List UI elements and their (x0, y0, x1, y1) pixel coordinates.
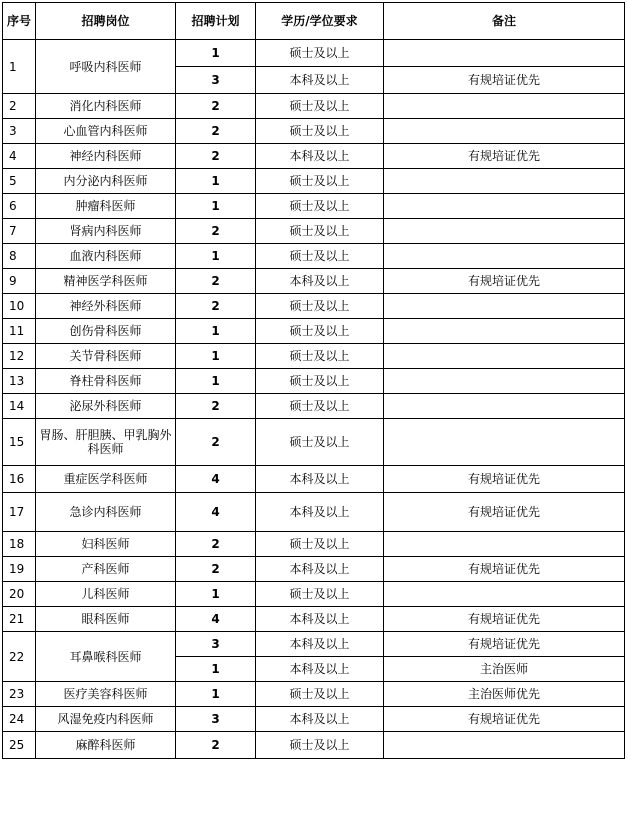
row-edu: 硕士及以上 (256, 294, 384, 319)
row-plan: 1 (176, 682, 256, 707)
row-edu: 本科及以上 (256, 557, 384, 582)
row-note (384, 119, 625, 144)
row-note: 有规培证优先 (384, 557, 625, 582)
row-edu: 硕士及以上 (256, 194, 384, 219)
row-post: 麻醉科医师 (36, 732, 176, 759)
row-plan: 2 (176, 94, 256, 119)
row-no: 15 (3, 419, 36, 466)
row-edu: 硕士及以上 (256, 219, 384, 244)
table-row (3, 419, 625, 466)
row-note (384, 582, 625, 607)
row-no: 14 (3, 394, 36, 419)
table-row (3, 632, 625, 657)
row-post: 风湿免疫内科医师 (36, 707, 176, 732)
row-post: 肿瘤科医师 (36, 194, 176, 219)
row-no: 25 (3, 732, 36, 759)
row-no: 4 (3, 144, 36, 169)
row-no: 12 (3, 344, 36, 369)
row-post: 精神医学科医师 (36, 269, 176, 294)
header-note: 备注 (384, 3, 625, 40)
table-row (3, 707, 625, 732)
row-post: 耳鼻喉科医师 (36, 632, 176, 682)
row-post: 关节骨科医师 (36, 344, 176, 369)
table-row (3, 94, 625, 119)
row-edu: 硕士及以上 (256, 40, 384, 67)
row-plan: 2 (176, 557, 256, 582)
row-note (384, 319, 625, 344)
table-row (3, 244, 625, 269)
row-no: 8 (3, 244, 36, 269)
header-row (3, 3, 625, 40)
row-edu: 本科及以上 (256, 632, 384, 657)
row-plan: 4 (176, 607, 256, 632)
row-edu: 本科及以上 (256, 466, 384, 493)
row-edu: 硕士及以上 (256, 344, 384, 369)
row-no: 3 (3, 119, 36, 144)
row-note: 有规培证优先 (384, 707, 625, 732)
header-edu: 学历/学位要求 (256, 3, 384, 40)
row-post: 神经内科医师 (36, 144, 176, 169)
row-edu: 硕士及以上 (256, 94, 384, 119)
row-note (384, 294, 625, 319)
row-note: 有规培证优先 (384, 144, 625, 169)
row-post: 脊柱骨科医师 (36, 369, 176, 394)
row-edu: 硕士及以上 (256, 532, 384, 557)
row-no: 19 (3, 557, 36, 582)
row-note (384, 194, 625, 219)
row-note (384, 369, 625, 394)
table-row (3, 607, 625, 632)
row-plan: 2 (176, 219, 256, 244)
row-edu: 硕士及以上 (256, 682, 384, 707)
row-plan: 1 (176, 194, 256, 219)
row-note (384, 732, 625, 759)
row-no: 2 (3, 94, 36, 119)
row-no: 13 (3, 369, 36, 394)
row-plan: 2 (176, 119, 256, 144)
row-post: 消化内科医师 (36, 94, 176, 119)
row-post: 眼科医师 (36, 607, 176, 632)
header-plan: 招聘计划 (176, 3, 256, 40)
row-edu: 本科及以上 (256, 269, 384, 294)
row-plan: 4 (176, 466, 256, 493)
row-plan: 1 (176, 582, 256, 607)
row-no: 11 (3, 319, 36, 344)
row-note: 有规培证优先 (384, 67, 625, 94)
row-edu: 本科及以上 (256, 607, 384, 632)
table-row (3, 582, 625, 607)
row-note: 有规培证优先 (384, 632, 625, 657)
row-edu: 硕士及以上 (256, 732, 384, 759)
table-row (3, 344, 625, 369)
row-note (384, 219, 625, 244)
row-note: 主治医师 (384, 657, 625, 682)
row-plan: 2 (176, 394, 256, 419)
row-no: 7 (3, 219, 36, 244)
table-row (3, 369, 625, 394)
row-plan: 2 (176, 269, 256, 294)
table-row (3, 319, 625, 344)
row-no: 9 (3, 269, 36, 294)
row-plan: 2 (176, 532, 256, 557)
row-post: 血液内科医师 (36, 244, 176, 269)
row-note: 有规培证优先 (384, 493, 625, 532)
table-row (3, 557, 625, 582)
row-note (384, 394, 625, 419)
row-edu: 硕士及以上 (256, 319, 384, 344)
row-plan: 1 (176, 344, 256, 369)
row-edu: 本科及以上 (256, 493, 384, 532)
table-row (3, 269, 625, 294)
table-row (3, 40, 625, 67)
row-edu: 硕士及以上 (256, 582, 384, 607)
row-no: 1 (3, 40, 36, 94)
row-no: 22 (3, 632, 36, 682)
row-plan: 1 (176, 369, 256, 394)
row-plan: 1 (176, 40, 256, 67)
row-plan: 2 (176, 144, 256, 169)
row-plan: 2 (176, 732, 256, 759)
row-no: 18 (3, 532, 36, 557)
row-no: 10 (3, 294, 36, 319)
row-no: 21 (3, 607, 36, 632)
row-no: 20 (3, 582, 36, 607)
row-no: 6 (3, 194, 36, 219)
row-post: 产科医师 (36, 557, 176, 582)
row-post: 急诊内科医师 (36, 493, 176, 532)
row-plan: 1 (176, 319, 256, 344)
row-no: 23 (3, 682, 36, 707)
row-post: 泌尿外科医师 (36, 394, 176, 419)
row-edu: 本科及以上 (256, 657, 384, 682)
table-row (3, 394, 625, 419)
row-edu: 硕士及以上 (256, 394, 384, 419)
row-no: 17 (3, 493, 36, 532)
row-post: 医疗美容科医师 (36, 682, 176, 707)
table-row (3, 493, 625, 532)
row-plan: 1 (176, 169, 256, 194)
recruitment-table (2, 2, 625, 759)
row-edu: 本科及以上 (256, 707, 384, 732)
header-post: 招聘岗位 (36, 3, 176, 40)
row-note (384, 169, 625, 194)
row-post: 内分泌内科医师 (36, 169, 176, 194)
row-post: 儿科医师 (36, 582, 176, 607)
row-post: 重症医学科医师 (36, 466, 176, 493)
row-post: 心血管内科医师 (36, 119, 176, 144)
table-row (3, 732, 625, 759)
row-note: 有规培证优先 (384, 466, 625, 493)
row-note (384, 419, 625, 466)
row-post: 妇科医师 (36, 532, 176, 557)
row-plan: 2 (176, 294, 256, 319)
row-plan: 2 (176, 419, 256, 466)
table-row (3, 466, 625, 493)
row-edu: 硕士及以上 (256, 244, 384, 269)
row-note (384, 94, 625, 119)
row-note (384, 532, 625, 557)
row-post: 神经外科医师 (36, 294, 176, 319)
row-note (384, 344, 625, 369)
row-plan: 3 (176, 632, 256, 657)
row-plan: 3 (176, 707, 256, 732)
row-note: 有规培证优先 (384, 269, 625, 294)
table-row (3, 532, 625, 557)
row-plan: 3 (176, 67, 256, 94)
row-plan: 1 (176, 244, 256, 269)
table-row (3, 294, 625, 319)
row-edu: 本科及以上 (256, 67, 384, 94)
row-post: 呼吸内科医师 (36, 40, 176, 94)
table-row (3, 169, 625, 194)
table-row (3, 144, 625, 169)
table-row (3, 682, 625, 707)
row-note: 有规培证优先 (384, 607, 625, 632)
row-edu: 硕士及以上 (256, 419, 384, 466)
row-plan: 1 (176, 657, 256, 682)
row-edu: 硕士及以上 (256, 119, 384, 144)
row-edu: 硕士及以上 (256, 369, 384, 394)
row-edu: 硕士及以上 (256, 169, 384, 194)
row-edu: 本科及以上 (256, 144, 384, 169)
table-row (3, 119, 625, 144)
row-note: 主治医师优先 (384, 682, 625, 707)
row-no: 5 (3, 169, 36, 194)
row-post: 胃肠、肝胆胰、甲乳胸外科医师 (36, 419, 176, 466)
row-note (384, 244, 625, 269)
row-no: 16 (3, 466, 36, 493)
table-row (3, 219, 625, 244)
row-post: 肾病内科医师 (36, 219, 176, 244)
row-note (384, 40, 625, 67)
row-plan: 4 (176, 493, 256, 532)
row-post: 创伤骨科医师 (36, 319, 176, 344)
row-no: 24 (3, 707, 36, 732)
table-row (3, 194, 625, 219)
header-no: 序号 (3, 3, 36, 40)
